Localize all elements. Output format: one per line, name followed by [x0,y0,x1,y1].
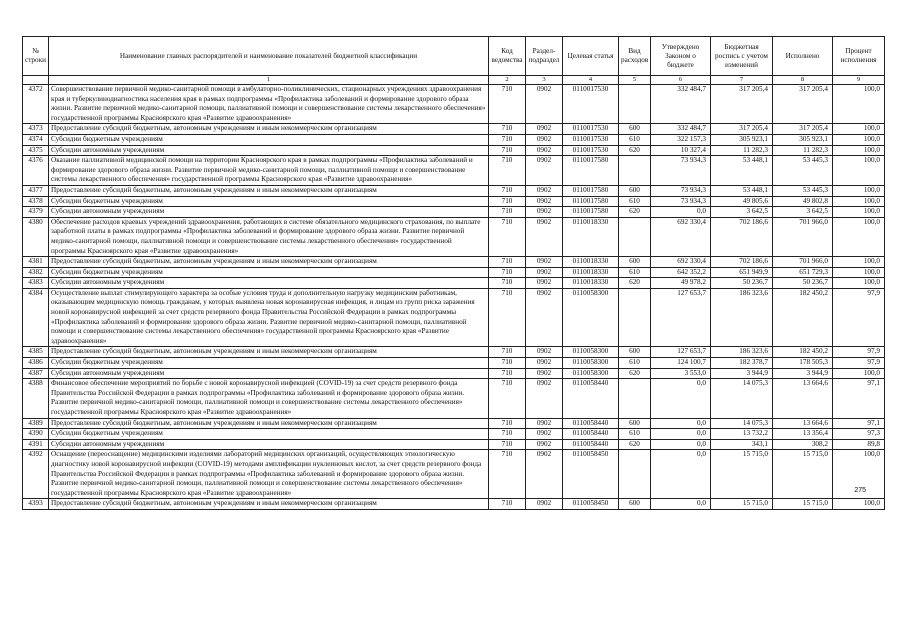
execution-percent: 100,0 [833,124,885,135]
column-number [23,76,49,85]
section-code: 0902 [526,278,563,289]
target-article: 0110058440 [563,379,619,418]
department-code: 710 [489,499,526,510]
column-number: 8 [773,76,833,85]
table-row [23,85,885,124]
expense-type: 620 [619,368,651,379]
target-article: 0110018330 [563,278,619,289]
row-name: Предоставление субсидий бюджетным, автономным учреждениям и иным некоммерческим организациям [49,257,489,268]
target-article: 0110058440 [563,418,619,429]
expense-type: 600 [619,418,651,429]
row-name: Предоставление субсидий бюджетным, автономным учреждениям и иным некоммерческим организациям [49,499,489,510]
budget-amount: 343,1 [711,439,773,450]
executed-amount: 651 729,3 [773,267,833,278]
column-number: 1 [49,76,489,85]
column-number: 4 [563,76,619,85]
table-row [23,288,885,347]
section-code: 0902 [526,185,563,196]
budget-amount: 14 075,3 [711,379,773,418]
approved-amount: 73 934,3 [651,185,711,196]
row-number: 4376 [23,156,49,186]
table-row [23,499,885,510]
column-numbers-row [23,76,885,85]
row-name: Субсидии автономным учреждениям [49,207,489,218]
budget-amount: 15 715,0 [711,450,773,499]
row-name: Предоставление субсидий бюджетным, автономным учреждениям и иным некоммерческим организациям [49,124,489,135]
header-executed: Исполнено [773,37,833,76]
section-code: 0902 [526,450,563,499]
section-code: 0902 [526,499,563,510]
header-row-number: № строки [23,37,49,76]
budget-amount: 186 323,6 [711,288,773,347]
executed-amount: 308,2 [773,439,833,450]
expense-type [619,379,651,418]
budget-amount: 702 186,6 [711,217,773,256]
row-name: Субсидии автономным учреждениям [49,368,489,379]
budget-amount: 15 715,0 [711,499,773,510]
section-code: 0902 [526,347,563,358]
column-number: 5 [619,76,651,85]
department-code: 710 [489,207,526,218]
department-code: 710 [489,217,526,256]
executed-amount: 11 282,3 [773,145,833,156]
table-header-row [23,37,885,76]
executed-amount: 15 715,0 [773,450,833,499]
approved-amount: 642 352,2 [651,267,711,278]
target-article: 0110018330 [563,257,619,268]
executed-amount: 3 944,9 [773,368,833,379]
section-code: 0902 [526,145,563,156]
expense-type [619,217,651,256]
department-code: 710 [489,278,526,289]
executed-amount: 53 445,3 [773,156,833,186]
executed-amount: 15 715,0 [773,499,833,510]
executed-amount: 305 923,1 [773,134,833,145]
budget-amount: 53 448,1 [711,156,773,186]
row-number: 4386 [23,358,49,369]
row-name: Совершенствование первичной медико-санитарной помощи в амбулаторно-поликлинических, стационарных учреждениях здравоохранения края и туберкулинодиагностика населения края в рамках подпрограммы «Профилактика заболеваний и формирование здорового образа жизни. Развитие первичной медико-санитарной помощи, паллиативной помощи и совершенствование системы лекарственного обеспечения» государственной программы Красноярского края «Развитие здравоохранения» [49,85,489,124]
table-row [23,207,885,218]
row-number: 4374 [23,134,49,145]
header-expense-type: Вид расходов [619,37,651,76]
table-row [23,347,885,358]
executed-amount: 317 205,4 [773,124,833,135]
section-code: 0902 [526,217,563,256]
executed-amount: 317 205,4 [773,85,833,124]
row-number: 4372 [23,85,49,124]
approved-amount: 332 484,7 [651,85,711,124]
table-row [23,450,885,499]
expense-type: 610 [619,134,651,145]
target-article: 0110058300 [563,347,619,358]
execution-percent: 100,0 [833,257,885,268]
section-code: 0902 [526,196,563,207]
executed-amount: 50 236,7 [773,278,833,289]
row-name: Предоставление субсидий бюджетным, автономным учреждениям и иным некоммерческим организациям [49,418,489,429]
row-name: Предоставление субсидий бюджетным, автономным учреждениям и иным некоммерческим организациям [49,347,489,358]
row-number: 4377 [23,185,49,196]
budget-amount: 53 448,1 [711,185,773,196]
department-code: 710 [489,358,526,369]
execution-percent: 100,0 [833,196,885,207]
section-code: 0902 [526,85,563,124]
executed-amount: 53 445,3 [773,185,833,196]
target-article: 0110058440 [563,439,619,450]
execution-percent: 100,0 [833,85,885,124]
department-code: 710 [489,450,526,499]
row-number: 4391 [23,439,49,450]
budget-amount: 14 075,3 [711,418,773,429]
department-code: 710 [489,288,526,347]
department-code: 710 [489,156,526,186]
table-row [23,134,885,145]
table-row [23,267,885,278]
target-article: 0110017580 [563,207,619,218]
executed-amount: 13 664,6 [773,418,833,429]
column-number: 6 [651,76,711,85]
row-number: 4387 [23,368,49,379]
budget-document-page [22,36,884,510]
table-body [23,85,885,510]
approved-amount: 73 934,3 [651,196,711,207]
row-number: 4385 [23,347,49,358]
header-section: Раздел- подраздел [526,37,563,76]
approved-amount: 0,0 [651,499,711,510]
approved-amount: 3 553,0 [651,368,711,379]
approved-amount: 73 934,3 [651,156,711,186]
executed-amount: 182 450,2 [773,288,833,347]
executed-amount: 701 966,0 [773,217,833,256]
approved-amount: 0,0 [651,429,711,440]
executed-amount: 182 450,2 [773,347,833,358]
budget-amount: 11 282,3 [711,145,773,156]
target-article: 0110017530 [563,124,619,135]
column-number: 9 [833,76,885,85]
expense-type: 600 [619,499,651,510]
row-name: Субсидии бюджетным учреждениям [49,267,489,278]
header-name: Наименование главных распорядителей и наименование показателей бюджетной классификации [49,37,489,76]
department-code: 710 [489,267,526,278]
approved-amount: 692 330,4 [651,257,711,268]
execution-percent: 97,9 [833,347,885,358]
section-code: 0902 [526,134,563,145]
table-row [23,418,885,429]
row-name: Субсидии бюджетным учреждениям [49,196,489,207]
row-number: 4373 [23,124,49,135]
column-number: 3 [526,76,563,85]
execution-percent: 97,3 [833,429,885,440]
row-name: Осуществление выплат стимулирующего характера за особые условия труда и дополнительную нагрузку медицинским работникам, оказывающим медицинскую помощь гражданам, у которых выявлена новая коронавирусная инфекция, и лицам из групп риска заражения новой коронавирусной инфекцией за счет средств резервного фонда Правительства Российской Федерации в рамках подпрограммы «Профилактика заболеваний и формирование здорового образа жизни. Развитие первичной медико-санитарной помощи, паллиативной помощи и совершенствование системы лекарственного обеспечения» государственной программы Красноярского края «Развитие здравоохранения» [49,288,489,347]
approved-amount: 10 327,4 [651,145,711,156]
row-number: 4384 [23,288,49,347]
section-code: 0902 [526,156,563,186]
execution-percent: 97,1 [833,418,885,429]
execution-percent: 97,9 [833,358,885,369]
execution-percent: 97,1 [833,379,885,418]
approved-amount: 692 330,4 [651,217,711,256]
execution-percent: 100,0 [833,145,885,156]
row-name: Субсидии бюджетным учреждениям [49,134,489,145]
row-name: Субсидии автономным учреждениям [49,145,489,156]
execution-percent: 100,0 [833,156,885,186]
target-article: 0110018330 [563,267,619,278]
row-number: 4383 [23,278,49,289]
department-code: 710 [489,379,526,418]
budget-execution-table [22,36,885,510]
target-article: 0110017530 [563,85,619,124]
target-article: 0110017580 [563,156,619,186]
row-name: Субсидии бюджетным учреждениям [49,429,489,440]
row-number: 4380 [23,217,49,256]
expense-type: 610 [619,429,651,440]
row-number: 4392 [23,450,49,499]
expense-type [619,450,651,499]
table-row [23,439,885,450]
budget-amount: 305 923,1 [711,134,773,145]
target-article: 0110058300 [563,368,619,379]
target-article: 0110018330 [563,217,619,256]
execution-percent: 100,0 [833,368,885,379]
execution-percent: 100,0 [833,278,885,289]
section-code: 0902 [526,267,563,278]
target-article: 0110017580 [563,185,619,196]
execution-percent: 100,0 [833,134,885,145]
approved-amount: 0,0 [651,207,711,218]
row-name: Оснащение (переоснащение) медицинскими изделиями лабораторий медицинских организаций, осуществляющих этиологическую диагностику новой коронавирусной инфекции (COVID-19) методами амплификации нуклеиновых кислот, за счет средств резервного фонда Правительства Российской Федерации в рамках подпрограммы «Профилактика заболеваний и формирование здорового образа жизни. Развитие первичной медико-санитарной помощи, паллиативной помощи и совершенствование системы лекарственного обеспечения» государственной программы Красноярского края «Развитие здравоохранения» [49,450,489,499]
table-row [23,124,885,135]
expense-type [619,156,651,186]
row-name: Субсидии автономным учреждениям [49,439,489,450]
table-row [23,379,885,418]
approved-amount: 49 978,2 [651,278,711,289]
section-code: 0902 [526,288,563,347]
section-code: 0902 [526,257,563,268]
budget-amount: 49 805,6 [711,196,773,207]
table-row [23,145,885,156]
target-article: 0110058300 [563,288,619,347]
execution-percent: 97,9 [833,288,885,347]
row-name: Предоставление субсидий бюджетным, автономным учреждениям и иным некоммерческим организациям [49,185,489,196]
executed-amount: 3 642,5 [773,207,833,218]
header-approved: Утверждено Законом о бюджете [651,37,711,76]
header-department-code: Код ведомства [489,37,526,76]
header-percent: Процент исполнения [833,37,885,76]
table-row [23,429,885,440]
expense-type: 620 [619,207,651,218]
department-code: 710 [489,439,526,450]
budget-amount: 182 378,7 [711,358,773,369]
row-number: 4379 [23,207,49,218]
execution-percent: 89,8 [833,439,885,450]
row-name: Финансовое обеспечение мероприятий по борьбе с новой коронавирусной инфекцией (COVID-19) за счет средств резервного фонда Правительства Российской Федерации в рамках подпрограммы «Профилактика заболеваний и формирование здорового образа жизни. Развитие первичной медико-санитарной помощи, паллиативной помощи и совершенствование системы лекарственного обеспечения» государственной программы Красноярского края «Развитие здравоохранения» [49,379,489,418]
section-code: 0902 [526,429,563,440]
department-code: 710 [489,257,526,268]
table-row [23,156,885,186]
table-row [23,278,885,289]
approved-amount: 322 157,3 [651,134,711,145]
execution-percent: 100,0 [833,499,885,510]
table-row [23,257,885,268]
page-number: 275 [854,486,866,494]
table-row [23,196,885,207]
table-row [23,185,885,196]
section-code: 0902 [526,358,563,369]
budget-amount: 3 642,5 [711,207,773,218]
row-name: Субсидии автономным учреждениям [49,278,489,289]
executed-amount: 701 966,0 [773,257,833,268]
section-code: 0902 [526,368,563,379]
expense-type: 600 [619,347,651,358]
header-target-article: Целевая статья [563,37,619,76]
approved-amount: 332 484,7 [651,124,711,135]
department-code: 710 [489,85,526,124]
row-name: Субсидии бюджетным учреждениям [49,358,489,369]
row-number: 4382 [23,267,49,278]
execution-percent: 100,0 [833,207,885,218]
row-name: Оказание паллиативной медицинской помощи на территории Красноярского края в рамках подпрограммы «Профилактика заболеваний и формирование здорового образа жизни. Развитие первичной медико-санитарной помощи, паллиативной помощи и совершенствование системы лекарственного обеспечения» государственной программы Красноярского края «Развитие здравоохранения» [49,156,489,186]
executed-amount: 13 356,4 [773,429,833,440]
row-number: 4378 [23,196,49,207]
budget-amount: 186 323,6 [711,347,773,358]
department-code: 710 [489,124,526,135]
target-article: 0110017530 [563,134,619,145]
department-code: 710 [489,368,526,379]
section-code: 0902 [526,418,563,429]
department-code: 710 [489,185,526,196]
department-code: 710 [489,145,526,156]
row-number: 4389 [23,418,49,429]
budget-amount: 651 949,9 [711,267,773,278]
approved-amount: 0,0 [651,439,711,450]
table-row [23,358,885,369]
target-article: 0110017580 [563,196,619,207]
executed-amount: 13 664,6 [773,379,833,418]
expense-type: 600 [619,185,651,196]
column-number: 7 [711,76,773,85]
target-article: 0110058440 [563,429,619,440]
execution-percent: 100,0 [833,217,885,256]
expense-type: 610 [619,358,651,369]
expense-type [619,288,651,347]
column-number: 2 [489,76,526,85]
budget-amount: 702 186,6 [711,257,773,268]
section-code: 0902 [526,379,563,418]
row-name: Обеспечение расходов краевых учреждений здравоохранения, работающих в системе обязательного медицинского страхования, по выплате заработной платы в рамках подпрограммы «Профилактика заболеваний и формирование здорового образа жизни. Развитие первичной медико-санитарной помощи, паллиативной помощи и совершенствование системы лекарственного обеспечения» государственной программы Красноярского края «Развитие здравоохранения» [49,217,489,256]
executed-amount: 49 802,8 [773,196,833,207]
expense-type: 600 [619,124,651,135]
expense-type [619,85,651,124]
table-row [23,368,885,379]
execution-percent: 100,0 [833,185,885,196]
row-number: 4393 [23,499,49,510]
target-article: 0110058450 [563,499,619,510]
table-row [23,217,885,256]
expense-type: 620 [619,278,651,289]
execution-percent: 100,0 [833,267,885,278]
department-code: 710 [489,347,526,358]
executed-amount: 178 505,3 [773,358,833,369]
budget-amount: 50 236,7 [711,278,773,289]
expense-type: 620 [619,145,651,156]
section-code: 0902 [526,207,563,218]
budget-amount: 317 205,4 [711,85,773,124]
header-budget-schedule: Бюджетная роспись с учетом изменений [711,37,773,76]
execution-percent: 100,0 [833,450,885,499]
target-article: 0110017530 [563,145,619,156]
approved-amount: 0,0 [651,450,711,499]
expense-type: 610 [619,196,651,207]
department-code: 710 [489,429,526,440]
target-article: 0110058300 [563,358,619,369]
row-number: 4381 [23,257,49,268]
department-code: 710 [489,196,526,207]
expense-type: 620 [619,439,651,450]
budget-amount: 3 944,9 [711,368,773,379]
row-number: 4388 [23,379,49,418]
approved-amount: 0,0 [651,418,711,429]
approved-amount: 127 653,7 [651,347,711,358]
section-code: 0902 [526,439,563,450]
budget-amount: 317 205,4 [711,124,773,135]
section-code: 0902 [526,124,563,135]
approved-amount: 127 653,7 [651,288,711,347]
department-code: 710 [489,418,526,429]
budget-amount: 13 732,2 [711,429,773,440]
target-article: 0110058450 [563,450,619,499]
approved-amount: 124 100,7 [651,358,711,369]
expense-type: 610 [619,267,651,278]
department-code: 710 [489,134,526,145]
approved-amount: 0,0 [651,379,711,418]
row-number: 4375 [23,145,49,156]
row-number: 4390 [23,429,49,440]
expense-type: 600 [619,257,651,268]
